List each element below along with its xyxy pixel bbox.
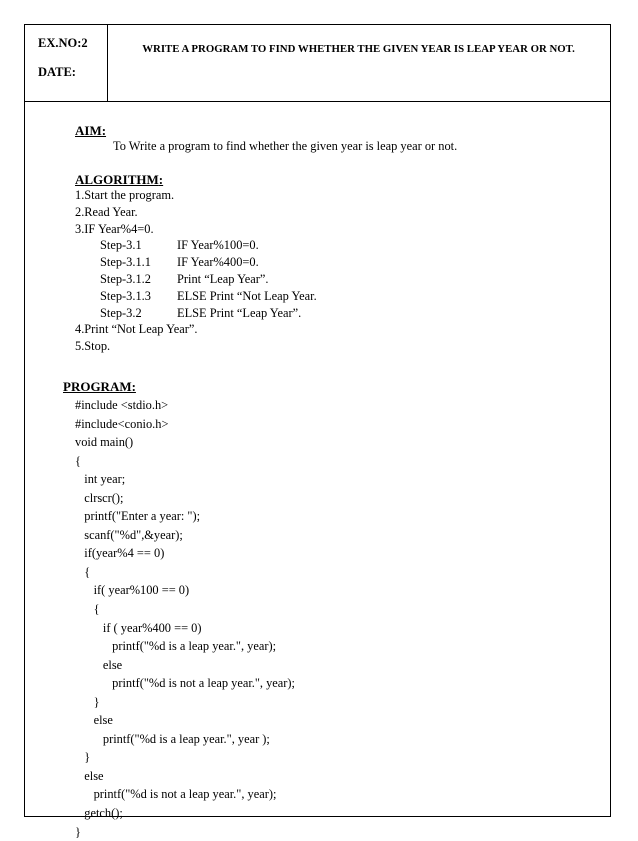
exercise-number: EX.NO:2 [38, 36, 88, 50]
algorithm-heading-text: ALGORITHM [75, 172, 159, 187]
algorithm-step-3-2-label: Step-3.2 [100, 306, 142, 320]
header [25, 25, 610, 102]
algorithm-step-3-1-label: Step-3.1 [100, 238, 142, 252]
algorithm-step-2: 2.Read Year. [75, 205, 138, 219]
algorithm-step-3-1-3-label: Step-3.1.3 [100, 289, 151, 303]
program-code: #include <stdio.h> #include<conio.h> void main() { int year; clrscr(); printf("Enter a year: "); scanf("%d",&year); if(year%4 == 0) { if( year%100 == 0) { if ( year%400 == 0) printf("%d is a leap year.", year); else printf("%d is not a leap year.", year); } else printf("%d is a leap year.", year ); } else printf("%d is not a leap year.", year); getch(); } [75, 398, 295, 839]
aim-text: To Write a program to find whether the given year is leap year or not. [113, 139, 458, 153]
algorithm-heading-colon: : [158, 172, 164, 187]
date-label: DATE: [38, 65, 76, 79]
algorithm-step-4: 4.Print “Not Leap Year”. [75, 322, 198, 336]
page-title: WRITE A PROGRAM TO FIND WHETHER THE GIVEN YEAR IS LEAP YEAR OR NOT. [142, 43, 575, 55]
algorithm-step-3-1-text: IF Year%100=0. [177, 238, 259, 252]
algorithm-step-3-2-text: ELSE Print “Leap Year”. [177, 306, 302, 320]
algorithm-step-3: 3.IF Year%4=0. [75, 222, 154, 236]
aim-heading: AIM: [75, 123, 107, 138]
algorithm-step-5: 5.Stop. [75, 339, 111, 353]
algorithm-step-1: 1.Start the program. [75, 188, 175, 202]
header-left-cell [25, 25, 108, 101]
program-heading: PROGRAM: [63, 379, 136, 394]
algorithm-step-3-1-3-text: ELSE Print “Not Leap Year. [177, 289, 317, 303]
algorithm-step-3-1-2-text: Print “Leap Year”. [177, 272, 269, 286]
algorithm-step-3-1-1-text: IF Year%400=0. [177, 255, 259, 269]
algorithm-heading [75, 172, 163, 188]
algorithm-step-3-1-2-label: Step-3.1.2 [100, 272, 151, 286]
algorithm-step-3-1-1-label: Step-3.1.1 [100, 255, 151, 269]
